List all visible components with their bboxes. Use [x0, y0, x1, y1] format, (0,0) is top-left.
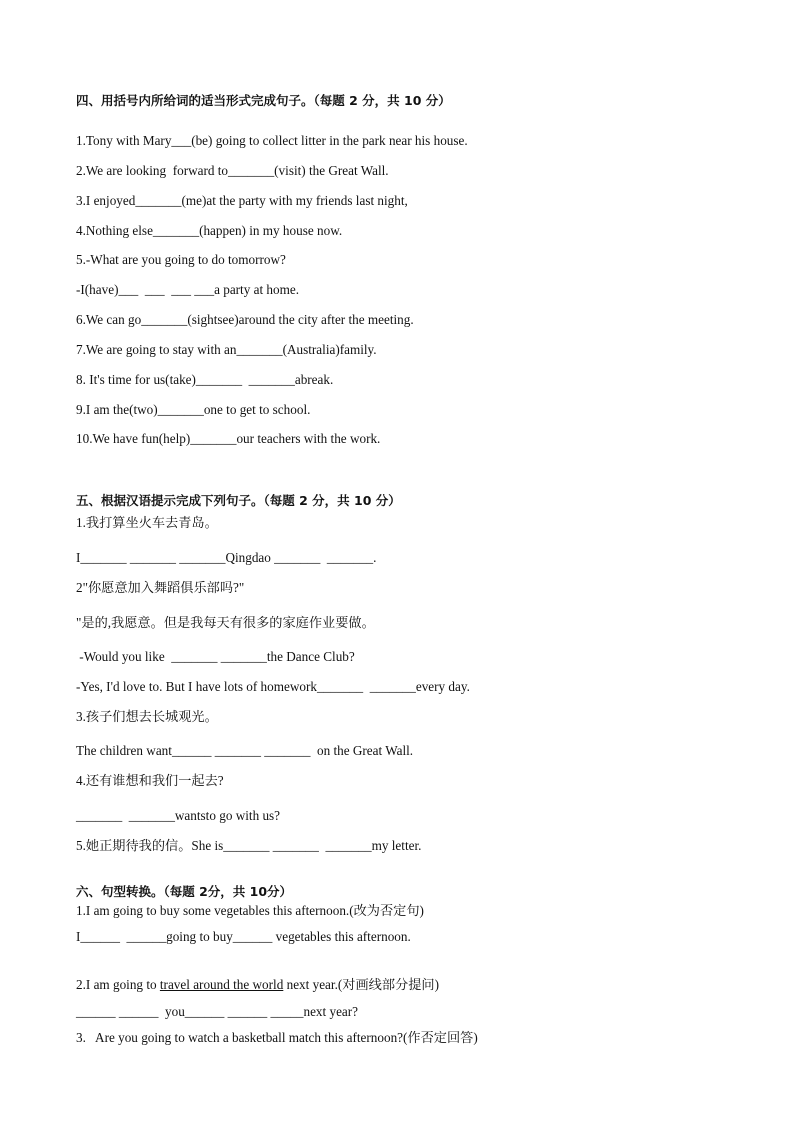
- section-6-heading: 六、句型转换。（每题 2分，共 10分）: [76, 884, 293, 899]
- s5-item-2-prompt-b: "是的,我愿意。但是我每天有很多的家庭作业要做。: [76, 615, 375, 630]
- s5-item-4-answer: _______ _______wantsto go with us?: [76, 808, 281, 823]
- s6-item-2-prefix: 2.I am going to: [76, 977, 160, 992]
- section-5-heading: 五、根据汉语提示完成下列句子。（每题 2 分，共 10 分）: [76, 493, 401, 508]
- s5-item-3-answer: The children want______ _______ _______ on the Great Wall.: [76, 743, 414, 758]
- s5-item-2-answer-a: -Would you like _______ _______the Dance Club?: [76, 649, 355, 664]
- s4-item-1: 1.Tony with Mary___(be) going to collect litter in the park near his house.: [76, 133, 468, 148]
- section-4-heading: 四、用括号内所给词的适当形式完成句子。（每题 2 分，共 10 分）: [76, 93, 451, 108]
- s5-item-1-answer: I_______ _______ _______Qingdao _______ _______.: [76, 550, 377, 565]
- s4-item-5-question: 5.-What are you going to do tomorrow?: [76, 252, 286, 267]
- s4-item-6: 6.We can go_______(sightsee)around the city after the meeting.: [76, 312, 414, 327]
- s4-item-8: 8. It's time for us(take)_______ _______abreak.: [76, 372, 334, 387]
- s5-item-5: 5.她正期待我的信。She is_______ _______ _______my letter.: [76, 838, 422, 853]
- s6-item-1-answer: I______ ______going to buy______ vegetables this afternoon.: [76, 929, 411, 944]
- s5-item-3-prompt: 3.孩子们想去长城观光。: [76, 709, 218, 724]
- s6-item-2-suffix: next year.(对画线部分提问): [283, 977, 439, 992]
- s4-item-10: 10.We have fun(help)_______our teachers with the work.: [76, 431, 381, 446]
- s6-item-2-answer: ______ ______ you______ ______ _____next year?: [76, 1004, 359, 1019]
- s4-item-5-answer: -I(have)___ ___ ___ ___a party at home.: [76, 282, 300, 297]
- s4-item-2: 2.We are looking forward to_______(visit) the Great Wall.: [76, 163, 389, 178]
- s4-item-3: 3.I enjoyed_______(me)at the party with my friends last night,: [76, 193, 408, 208]
- s6-item-2: [76, 977, 439, 993]
- s6-item-1: 1.I am going to buy some vegetables this afternoon.(改为否定句): [76, 903, 424, 918]
- s6-item-2-underlined-phrase: travel around the world: [159, 977, 284, 992]
- s5-item-1-prompt: 1.我打算坐火车去青岛。: [76, 515, 218, 530]
- s4-item-9: 9.I am the(two)_______one to get to school.: [76, 402, 311, 417]
- s5-item-2-prompt-a: 2"你愿意加入舞蹈俱乐部吗?": [76, 580, 245, 595]
- s4-item-4: 4.Nothing else_______(happen) in my house now.: [76, 223, 343, 238]
- s6-item-3: 3. Are you going to watch a basketball match this afternoon?(作否定回答): [76, 1030, 478, 1045]
- s5-item-2-answer-b: -Yes, I'd love to. But I have lots of homework_______ _______every day.: [76, 679, 470, 694]
- s5-item-4-prompt: 4.还有谁想和我们一起去?: [76, 773, 224, 788]
- s4-item-7: 7.We are going to stay with an_______(Australia)family.: [76, 342, 377, 357]
